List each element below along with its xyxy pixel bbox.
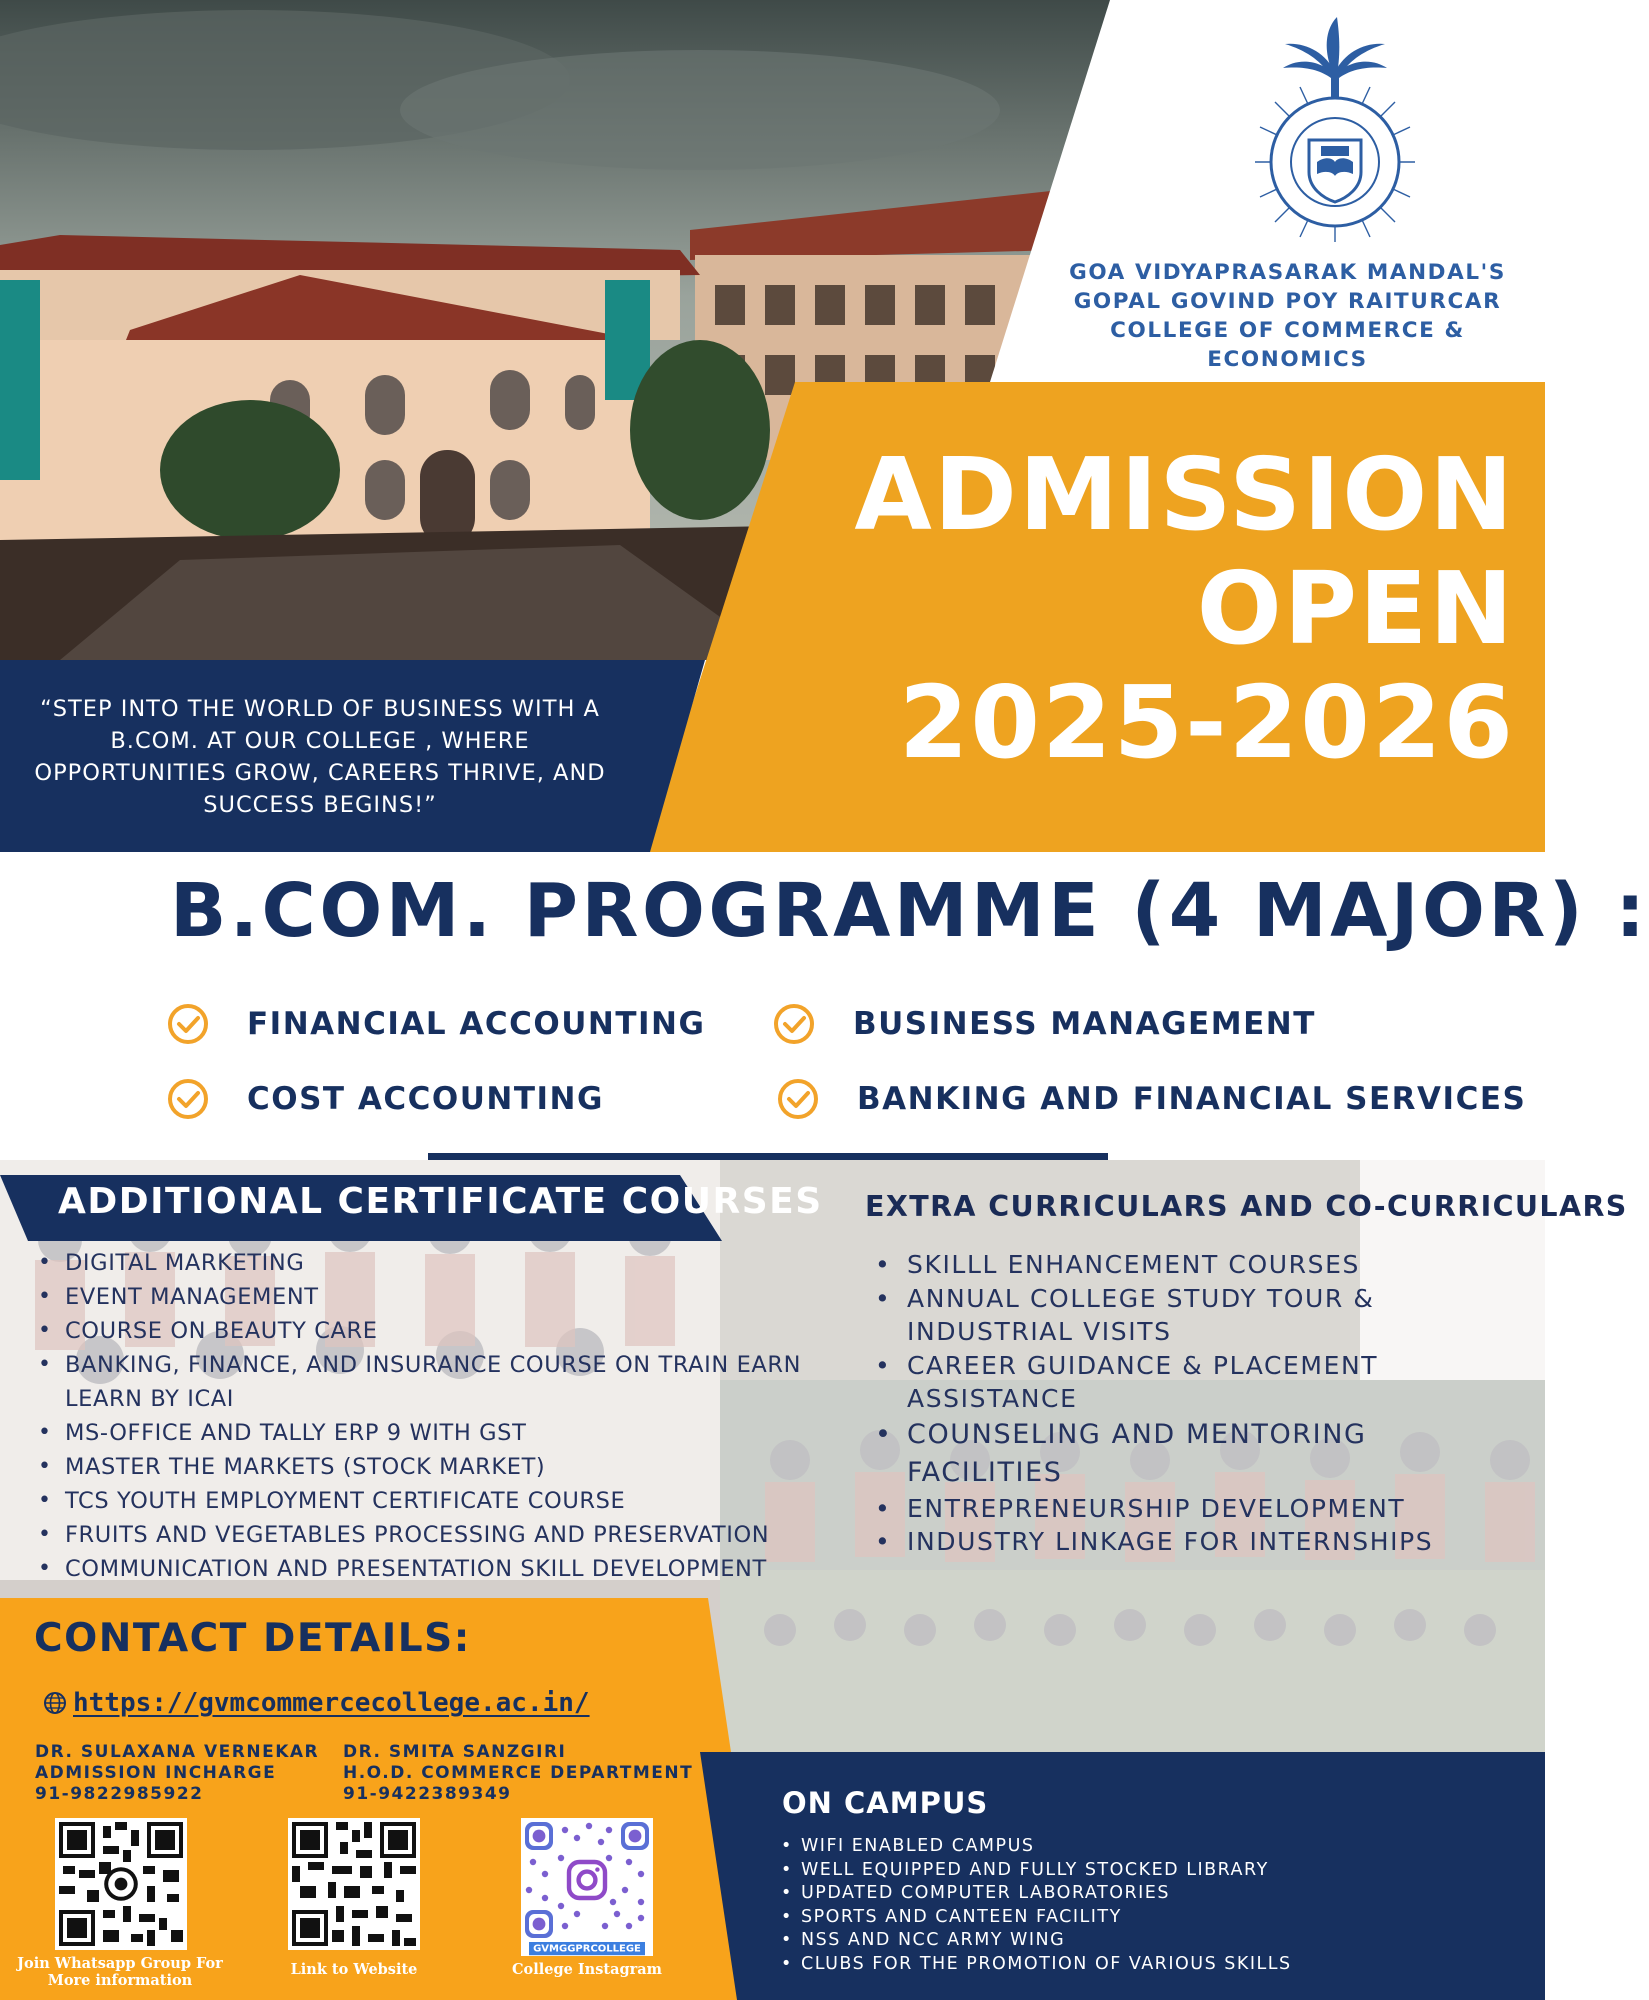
admission-line: OPEN [1196, 550, 1515, 667]
admission-year: 2025-2026 [898, 664, 1515, 781]
major-item [167, 1078, 604, 1120]
list-item-continuation: FACILITIES [907, 1456, 1063, 1488]
contact-name: DR. SMITA SANZGIRI [343, 1742, 567, 1762]
section-divider [428, 1153, 1108, 1160]
list-item: • COMMUNICATION AND PRESENTATION SKILL DEVELOPMENT [38, 1552, 838, 1586]
qr-label-line: Join Whatsapp Group For [17, 1955, 223, 1972]
list-item: • NSS AND NCC ARMY WING [781, 1929, 1292, 1953]
contact-phone[interactable]: 91-9422389349 [343, 1784, 512, 1804]
programme-title: B.COM. PROGRAMME (4 MAJOR) : [170, 868, 1649, 954]
list-item-continuation: INDUSTRIAL VISITS [907, 1317, 1172, 1346]
instagram-handle: GVMGGPRCOLLEGE [533, 1943, 641, 1955]
college-name-line: GOA VIDYAPRASARAK MANDAL'S [1069, 260, 1506, 285]
admission-open-heading [854, 438, 1515, 780]
instagram-qr-code[interactable] [521, 1818, 653, 1956]
list-item: • MASTER THE MARKETS (STOCK MARKET) [38, 1450, 838, 1484]
extra-curricular-title: EXTRA CURRICULARS AND CO-CURRICULARS [865, 1190, 1628, 1223]
hero-section [0, 0, 1545, 852]
list-item: • COUNSELING AND MENTORING [875, 1416, 1525, 1454]
list-item: • ENTREPRENEURSHIP DEVELOPMENT [875, 1492, 1525, 1526]
contact-name: DR. SULAXANA VERNEKAR [35, 1742, 320, 1762]
list-item: • UPDATED COMPUTER LABORATORIES [781, 1882, 1292, 1906]
whatsapp-qr-label [14, 1955, 226, 1989]
list-item: • WELL EQUIPPED AND FULLY STOCKED LIBRARY [781, 1859, 1292, 1883]
list-item: • SPORTS AND CANTEEN FACILITY [781, 1906, 1292, 1930]
list-item: • COURSE ON BEAUTY CARE [38, 1314, 838, 1348]
contact-role: ADMISSION INCHARGE [35, 1763, 277, 1783]
campus-title: ON CAMPUS [782, 1786, 989, 1820]
list-item: • ANNUAL COLLEGE STUDY TOUR & [875, 1282, 1525, 1316]
major-label: BANKING AND FINANCIAL SERVICES [857, 1081, 1527, 1117]
list-item: • CAREER GUIDANCE & PLACEMENT [875, 1349, 1525, 1383]
list-item: • INDUSTRY LINKAGE FOR INTERNSHIPS [875, 1525, 1525, 1559]
major-label: COST ACCOUNTING [247, 1081, 604, 1117]
list-item: • SKILLL ENHANCEMENT COURSES [875, 1248, 1525, 1282]
contact-title: CONTACT DETAILS: [34, 1616, 471, 1661]
extra-curricular-list [875, 1248, 1525, 1559]
quote-line: OPPORTUNITIES GROW, CAREERS THRIVE, AND [34, 760, 606, 786]
whatsapp-qr-code[interactable] [55, 1818, 187, 1950]
major-label: FINANCIAL ACCOUNTING [247, 1006, 706, 1042]
quote-line: B.COM. AT OUR COLLEGE , WHERE [110, 728, 530, 754]
quote-line: SUCCESS BEGINS!” [203, 792, 437, 818]
certificate-title: ADDITIONAL CERTIFICATE COURSES [58, 1181, 823, 1222]
list-item: • MS-OFFICE AND TALLY ERP 9 WITH GST [38, 1416, 838, 1450]
college-name-line: COLLEGE OF COMMERCE & [1110, 318, 1465, 343]
globe-icon [43, 1691, 67, 1715]
certificate-list [38, 1246, 838, 1586]
college-name [1035, 258, 1540, 374]
list-item: • TCS YOUTH EMPLOYMENT CERTIFICATE COURSE [38, 1484, 838, 1518]
college-name-line: ECONOMICS [1207, 347, 1368, 372]
list-item: • CLUBS FOR THE PROMOTION OF VARIOUS SKILLS [781, 1953, 1292, 1977]
campus-list [781, 1835, 1292, 1976]
major-item [777, 1078, 1526, 1120]
quote-line: “STEP INTO THE WORLD OF BUSINESS WITH A [40, 696, 600, 722]
list-item: • FRUITS AND VEGETABLES PROCESSING AND PRESERVATION [38, 1518, 838, 1552]
college-logo [1225, 12, 1445, 247]
check-circle-icon [167, 1003, 209, 1045]
list-item: • EVENT MANAGEMENT [38, 1280, 838, 1314]
major-item [167, 1003, 705, 1045]
website-link[interactable] [43, 1688, 590, 1718]
website-qr-label: Link to Website [290, 1961, 418, 1978]
instagram-qr-label: College Instagram [512, 1961, 662, 1978]
list-item-continuation: ASSISTANCE [907, 1384, 1078, 1413]
contact-role: H.O.D. COMMERCE DEPARTMENT [343, 1763, 694, 1783]
contact-phone[interactable]: 91-9822985922 [35, 1784, 204, 1804]
check-circle-icon [167, 1078, 209, 1120]
major-item [773, 1003, 1316, 1045]
list-item: • WIFI ENABLED CAMPUS [781, 1835, 1292, 1859]
college-name-line: GOPAL GOVIND POY RAITURCAR [1073, 289, 1502, 314]
check-circle-icon [773, 1003, 815, 1045]
qr-label-line: More information [47, 1972, 193, 1989]
list-item-continuation: LEARN BY ICAI [65, 1386, 235, 1412]
list-item: • BANKING, FINANCE, AND INSURANCE COURSE ON TRAIN EARN [38, 1348, 838, 1382]
admission-line: ADMISSION [854, 436, 1515, 553]
quote-text [0, 693, 640, 821]
contact-person [35, 1742, 319, 1805]
check-circle-icon [777, 1078, 819, 1120]
list-item: • DIGITAL MARKETING [38, 1246, 838, 1280]
website-qr-code[interactable] [288, 1818, 420, 1950]
major-label: BUSINESS MANAGEMENT [853, 1006, 1316, 1042]
contact-person [343, 1742, 693, 1805]
website-url[interactable]: https://gvmcommercecollege.ac.in/ [73, 1688, 590, 1718]
